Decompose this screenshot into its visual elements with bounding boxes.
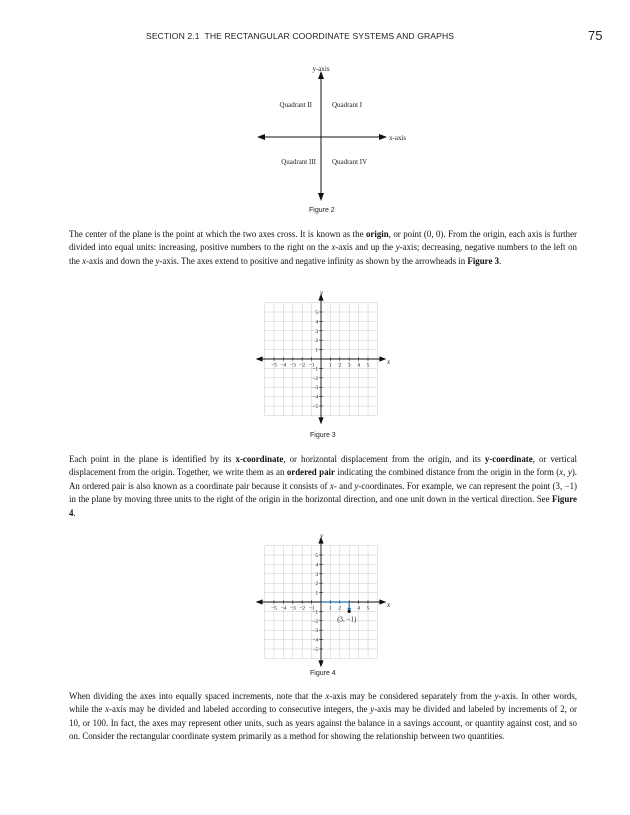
y-tick-label: 3	[315, 328, 319, 335]
axes	[256, 294, 387, 425]
x-tick-label: −3	[289, 605, 296, 612]
y-axis-label: y	[320, 532, 324, 540]
y-axis-label: y	[320, 289, 324, 297]
x-tick-label: −5	[271, 605, 277, 612]
y-tick-label: −2	[312, 375, 319, 382]
x-tick-label: 4	[357, 362, 360, 369]
term-ordered-pair: ordered pair	[286, 467, 335, 478]
figure-4-plotted-point	[250, 528, 400, 668]
figure-2-quadrants	[250, 60, 420, 212]
figure-3-coordinate-grid	[250, 285, 400, 425]
y-tick-label: −1	[312, 366, 319, 373]
page-number: 75	[588, 28, 603, 43]
x-tick-label: 5	[366, 362, 370, 369]
tick-labels	[271, 553, 370, 653]
y-axis-arrow-down	[318, 417, 323, 424]
y-tick-label: −5	[312, 404, 319, 410]
x-axis-arrow-left	[256, 599, 263, 604]
section-number: SECTION 2.1	[146, 31, 200, 41]
paragraph-ordered-pair: Each point in the plane is identified by its x-coordinate, or horizontal displacement from the origin, and its y-coordinate, or vertical displacement from the origin. Together, we write them as an ordered pair indicating the combined distance from the origin in the form (x, y). An ordered pair is also known as a coordinate pair because it consists of x- and y-coordinates. For example, we can represent the point (3, −1) in the plane by moving three units to the right of the origin in the horizontal direction, and one unit down in the vertical direction. See Figure 4.	[69, 454, 578, 518]
x-tick-label: 5	[366, 605, 370, 612]
x-tick-label: −2	[299, 605, 306, 612]
paragraph-origin: The center of the plane is the point at which the two axes cross. It is known as the origin, or point (0, 0). From the origin, each axis is further divided into equal units: increasing, positive numbers to the right on the x-axis and up the y-axis; decreasing, negative numbers to the left on the x-axis and down the y-axis. The axes extend to positive and negative infinity as shown by the arrowheads in Figure 3.	[69, 229, 577, 266]
x-axis-arrow-left	[257, 134, 265, 140]
x-tick-label: 3	[347, 362, 351, 369]
y-tick-label: −3	[312, 385, 319, 392]
figure-4-reference: Figure 4	[69, 494, 577, 518]
x-axis-arrow-right	[379, 599, 386, 604]
y-tick-label: 4	[315, 319, 319, 326]
y-tick-label: −1	[312, 609, 319, 616]
x-tick-label: 2	[338, 362, 342, 369]
x-tick-label: −1	[308, 605, 315, 612]
quadrant-3-label: Quadrant III	[281, 158, 316, 166]
y-axis-label: y-axis	[312, 65, 330, 73]
paragraph-axis-scaling: When dividing the axes into equally spaced increments, note that the x-axis may be considered separately from the y-axis. In other words, while the x-axis may be divided and labeled according to consecutive integers, the y-axis may be divided and labeled by increments of 2, or 10, or 100. In fact, the axes may represent other units, such as years against the balance in a savings account, or quantity against cost, and so on. Consider the rectangular coordinate system primarily as a method for showing the relationship between two quantities.	[69, 691, 578, 742]
x-axis-arrow-left	[256, 356, 263, 361]
term-x-coordinate: x-coordinate	[235, 454, 284, 464]
term-y-coordinate: y-coordinate	[484, 454, 533, 464]
x-tick-label: −4	[280, 362, 287, 369]
x-axis-label: x	[387, 601, 391, 609]
y-tick-label: −3	[312, 628, 319, 635]
y-tick-label: 4	[315, 562, 319, 569]
plotted-point	[348, 610, 351, 613]
x-tick-label: 4	[357, 605, 360, 612]
y-tick-label: 5	[315, 553, 319, 559]
y-tick-label: −4	[312, 394, 319, 401]
figure-4-caption: Figure 4	[310, 670, 336, 677]
x-tick-label: 1	[329, 605, 332, 612]
x-axis-arrow-right	[379, 356, 386, 361]
figure-3-reference: Figure 3	[467, 255, 500, 266]
y-tick-label: 3	[315, 571, 319, 578]
y-tick-label: 2	[315, 338, 319, 345]
quadrant-4-label: Quadrant IV	[332, 158, 368, 166]
x-axis-label: x	[387, 358, 391, 366]
figure-3-caption: Figure 3	[310, 432, 336, 439]
x-tick-label: −3	[289, 362, 296, 369]
section-heading	[146, 31, 454, 41]
x-tick-label: −2	[299, 362, 306, 369]
y-tick-label: 2	[315, 581, 319, 588]
y-axis-arrow-down	[318, 660, 323, 667]
page-header	[0, 0, 630, 50]
quadrant-1-label: Quadrant I	[332, 101, 363, 109]
figure-2-caption: Figure 2	[309, 207, 335, 214]
point-label: (3, −1)	[337, 615, 357, 624]
x-tick-label: 2	[338, 605, 342, 612]
quadrant-2-label: Quadrant II	[279, 101, 312, 109]
y-tick-label: 5	[315, 310, 319, 316]
x-tick-label: 1	[329, 362, 332, 369]
y-tick-label: 1	[315, 590, 319, 597]
y-tick-label: 1	[315, 347, 319, 354]
y-tick-label: −5	[312, 647, 319, 653]
x-axis-arrow-right	[379, 134, 387, 140]
section-title: THE RECTANGULAR COORDINATE SYSTEMS AND GRAPHS	[204, 31, 455, 41]
tick-labels	[271, 310, 370, 410]
y-tick-label: −4	[312, 637, 319, 644]
term-origin: origin	[365, 229, 389, 239]
x-tick-label: −1	[308, 362, 315, 369]
x-axis-label: x-axis	[389, 134, 407, 142]
y-tick-label: −2	[312, 618, 319, 625]
x-tick-label: −4	[280, 605, 287, 612]
y-axis-arrow-down	[318, 193, 324, 201]
x-tick-label: −5	[271, 362, 277, 369]
